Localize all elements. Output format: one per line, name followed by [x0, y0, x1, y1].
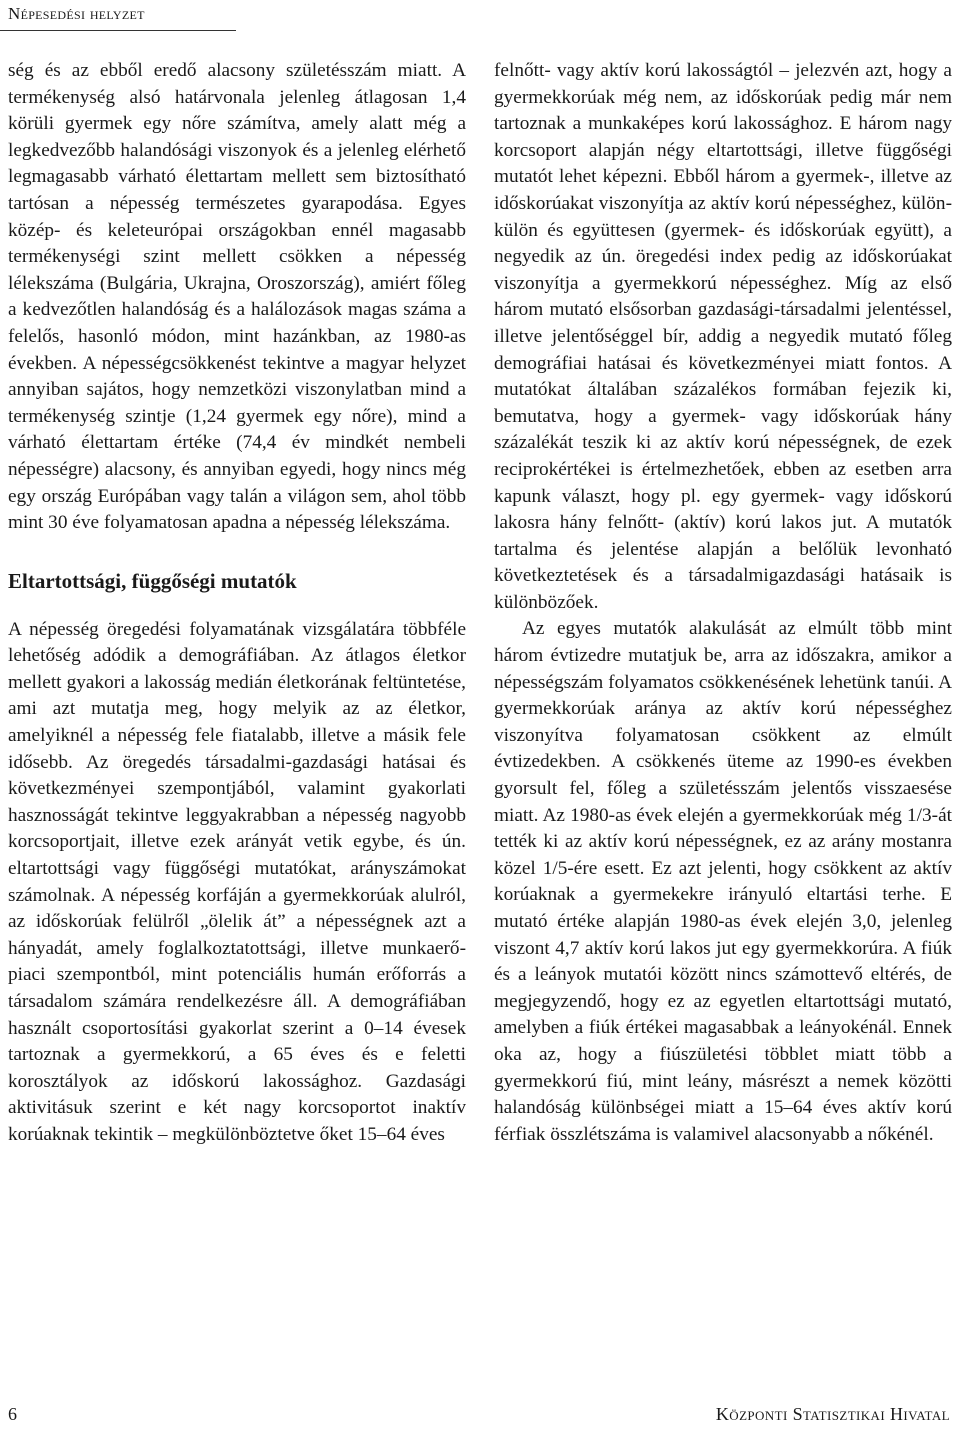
- left-paragraph-2: A népesség öregedési folyamatának vizsgálatára többféle lehetőség adódik a demográfiában. Az átlagos életkor mellett gyakori a lakosság medián életkorának feltüntetése, ami azt mutatja meg, hogy melyik az az életkor, amelyiknél a népesség fele fiatalabb, illetve a másik fele idősebb. Az öregedés társadalmi-gazdasági hatásai és következményei szempontjából, valamint gyakorlati hasznosságát tekintve leggyakrabban a népesség nagyobb korcsoportjait, illetve ezek arányát vetik egybe, és ún. eltartottsági vagy függőségi mutatókat, arányszámokat számolnak. A népesség korfáján a gyermekkorúak alulról, az időskorúak felülről „ölelik át” a népességnek azt a hányadát, amely foglalkoztatottsági, illetve munkaerő-piaci szempontból, mint potenciális humán erőforrás a társadalom számára rendelkezésre áll. A demográfiában használt csoportosítási gyakorlat szerint a 0–14 évesek tartoznak a gyermekkorú, a 65 éves és e feletti korosztályok az időskorú lakossághoz. Gazdasági aktivitásuk szerint e két nagy korcsoportot inaktív korúaknak tekintik – megkülönböztetve őket 15–64 éves: [8, 618, 466, 1145]
- running-header: Népesedési helyzet: [8, 4, 145, 23]
- running-footer: Központi Statisztikai Hivatal: [715, 1404, 950, 1424]
- header-rule: [0, 30, 236, 31]
- right-column: [494, 58, 952, 1148]
- right-paragraph-1: felnőtt- vagy aktív korú lakosságtól – jelezvén azt, hogy a gyermekkorúak még nem, az időskorúak pedig már nem tartoznak a munkaképes korú lakossághoz. E három nagy korcsoport alapján négy eltartottsági, illetve függőségi mutatót lehet képezni. Ebből három a gyermek-, illetve az időskorúakat viszonyítja az aktív korú népességhez, külön-külön és együttesen (gyermek- és időskorúak együtt), a negyedik az ún. öregedési index pedig az időskorúakat viszonyítja a gyermekkorú népességhez. Míg az első három mutató elsősorban gazdasági-társadalmi jelentéssel, illetve jelentőséggel bír, addig a negyedik mutató főleg demográfiai hatásai és következményei miatt fontos. A mutatókat általában százalékos formában fejezik ki, bemutatva, hogy a gyermek- vagy időskorúak hány százalékát teszik ki az aktív korú népességnek, de ezek reciprokértékei is értelmezhetőek, ebben az esetben arra kapunk választ, hogy pl. egy gyermek- vagy időskorú lakosra hány felnőtt- (aktív) korú lakos jut. A mutatók tartalma és jelentése alapján a belőlük levonható következtetések és a társadalmigazdasági hatásaik is különbözőek.: [494, 60, 952, 613]
- right-paragraph-2: Az egyes mutatók alakulását az elmúlt több mint három évtizedre mutatjuk be, arra az időszakra, amikor a népességszám folyamatos csökkenésének lehetünk tanúi. A gyermekkorúak aránya az aktív korú népességhez viszonyítva folyamatosan csökkent az elmúlt évtizedekben. A csökkenés üteme az 1990-es években gyorsult fel, főleg a születésszám jelentős visszaesése miatt. Az 1980-as évek elején a gyermekkorúak még 1/3-át tették ki az aktív korú népességnek, ez az arány mostanra közel 1/5-ére esett. Ez azt jelenti, hogy csökkent az aktív korúaknak a gyermekekre irányuló eltartási terhe. E mutató értéke alapján 1980-as évek elején 3,0, jelenleg viszont 4,7 aktív korú lakos jut egy gyermekkorúra. A fiúk és a leányok mutatói között nincs számottevő eltérés, de megjegyzendő, hogy ez az egyetlen eltartottsági mutató, amelyben a fiúk értékei magasabbak a leányokénál. Ennek oka az, hogy a fiúszületési többlet miatt több a gyermekkorú fiú, mint leány, másrészt a nemek közötti halandóság különbségei miatt a 15–64 éves aktív korú férfiak összlétszáma is valamivel alacsonyabb a nőkénél.: [494, 618, 952, 1145]
- left-column: [8, 58, 466, 1149]
- left-paragraph-1: ség és az ebből eredő alacsony születésszám miatt. A termékenység alsó határvonala jelenleg átlagosan 1,4 körüli gyermek egy nőre számítva, amely alatt még a legkedvezőbb halandósági viszonyok és a jelenleg elérhető legmagasabb várható élettartam mellett sem biztosítható tartósan a népesség természetes gyarapodása. Egyes közép- és keleteurópai országokban ennél magasabb termékenységi szint mellett csökken a népesség lélekszáma (Bulgária, Ukrajna, Oroszország), amiért főleg a kedvezőtlen halandóság és a halálozások magas száma a felelős, hasonló módon, mint hazánkban, az 1980-as években. A népességcsökkenést tekintve a magyar helyzet annyiban sajátos, hogy nemzetközi viszonylatban mind a termékenység szintje (1,24 gyermek egy nőre), mind a várható élettartam értéke (74,4 év mindkét nembeli népességre) alacsony, és annyiban egyedi, hogy nincs még egy ország Európában vagy talán a világon sem, ahol több mint 30 éve folyamatosan apadna a népesség lélekszáma.: [8, 60, 466, 534]
- page-number: 6: [8, 1404, 17, 1424]
- section-heading: Eltartottsági, függőségi mutatók: [8, 568, 297, 593]
